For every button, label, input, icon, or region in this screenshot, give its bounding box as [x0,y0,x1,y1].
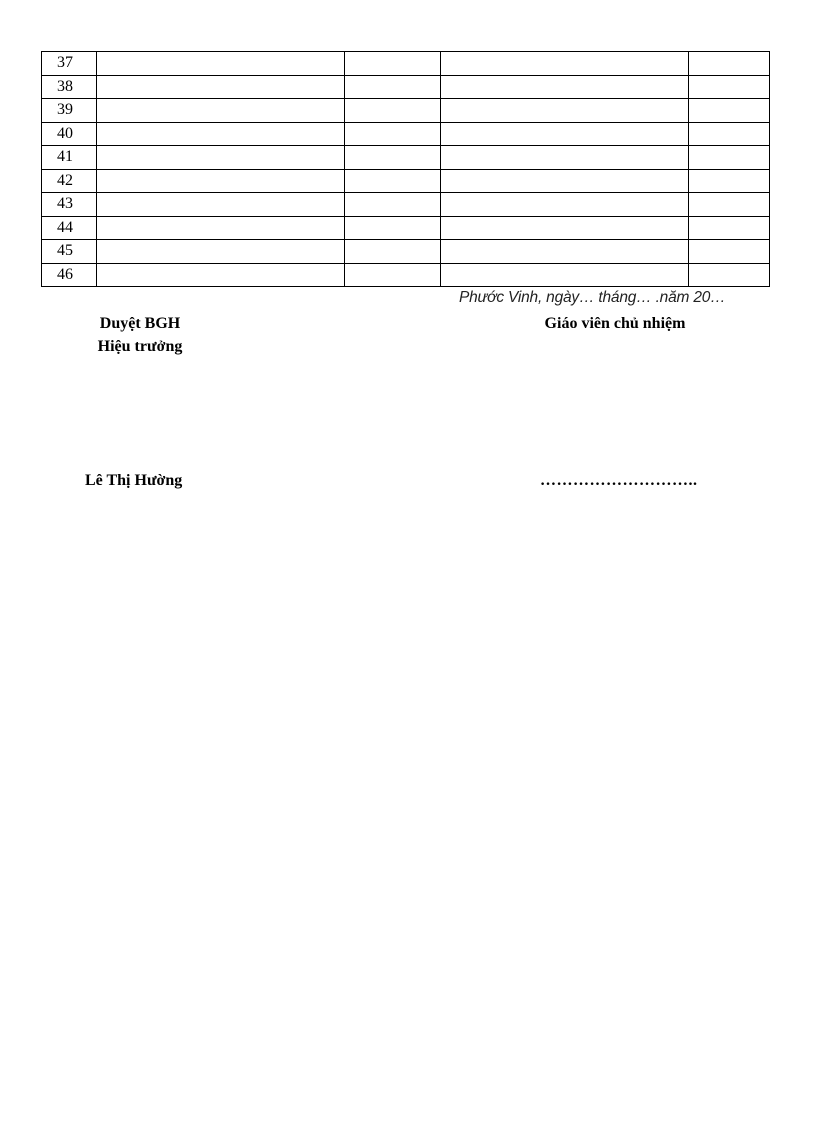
row-number: 41 [42,146,97,170]
row-number: 45 [42,240,97,264]
empty-cell [441,99,689,123]
row-number: 43 [42,193,97,217]
empty-cell [345,99,441,123]
empty-cell [441,122,689,146]
empty-cell [97,263,345,287]
teacher-signature-block [505,312,725,335]
empty-cell [345,216,441,240]
empty-cell [345,240,441,264]
empty-cell [97,169,345,193]
student-table-body [42,52,770,287]
empty-cell [97,75,345,99]
table-row [42,263,770,287]
row-number: 37 [42,52,97,76]
principal-approval-title: Duyệt BGH [99,315,181,332]
date-line: Phước Vinh, ngày… tháng… .năm 20… [459,289,726,306]
empty-cell [345,146,441,170]
empty-cell [689,169,770,193]
table-row [42,99,770,123]
empty-cell [689,216,770,240]
empty-cell [689,193,770,217]
row-number: 38 [42,75,97,99]
empty-cell [97,216,345,240]
table-row [42,216,770,240]
empty-cell [689,122,770,146]
table-row [42,75,770,99]
empty-cell [689,240,770,264]
empty-cell [689,99,770,123]
row-number: 44 [42,216,97,240]
empty-cell [441,216,689,240]
empty-cell [345,193,441,217]
empty-cell [97,240,345,264]
empty-cell [441,263,689,287]
table-row [42,52,770,76]
empty-cell [345,169,441,193]
empty-cell [97,99,345,123]
empty-cell [689,52,770,76]
empty-cell [441,240,689,264]
table-row [42,146,770,170]
empty-cell [441,52,689,76]
empty-cell [441,193,689,217]
empty-cell [345,263,441,287]
empty-cell [97,122,345,146]
empty-cell [345,52,441,76]
row-number: 39 [42,99,97,123]
empty-cell [345,75,441,99]
row-number: 46 [42,263,97,287]
empty-cell [689,146,770,170]
empty-cell [97,52,345,76]
empty-cell [441,169,689,193]
empty-cell [345,122,441,146]
principal-name: Lê Thị Hường [85,472,183,489]
student-table [41,51,770,287]
teacher-name-placeholder: ……………………….. [540,472,698,489]
empty-cell [97,146,345,170]
row-number: 40 [42,122,97,146]
empty-cell [97,193,345,217]
empty-cell [441,75,689,99]
empty-cell [689,75,770,99]
table-row [42,169,770,193]
homeroom-teacher-title: Giáo viên chủ nhiệm [544,315,686,332]
empty-cell [689,263,770,287]
principal-signature-block [70,312,210,358]
row-number: 42 [42,169,97,193]
empty-cell [441,146,689,170]
table-row [42,240,770,264]
table-row [42,122,770,146]
principal-role: Hiệu trưởng [97,338,183,355]
table-row [42,193,770,217]
